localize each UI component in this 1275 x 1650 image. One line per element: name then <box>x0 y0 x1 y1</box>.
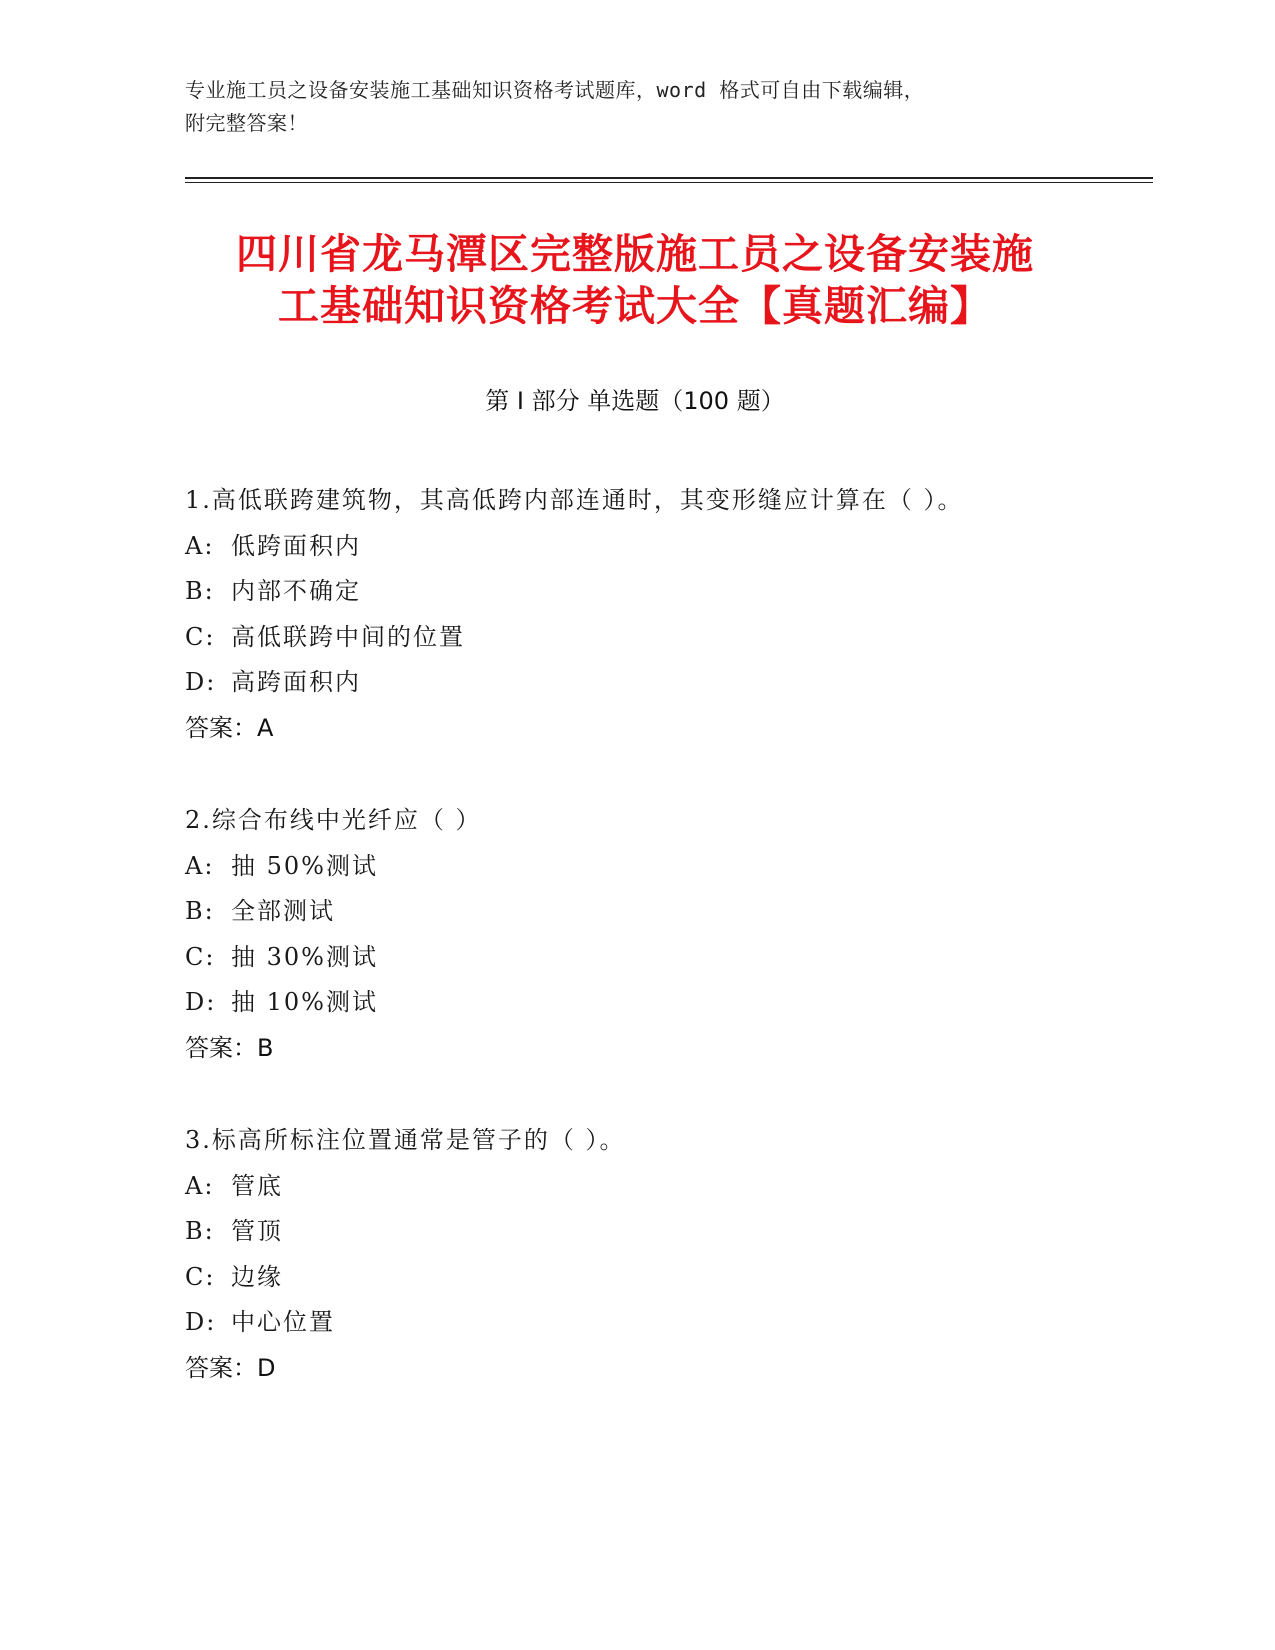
option-b <box>185 1209 1085 1255</box>
option-text: 低跨面积内 <box>231 531 361 560</box>
option-key: A: <box>185 851 215 880</box>
answer-line: 答案：B <box>185 1033 274 1062</box>
option-text: 内部不确定 <box>231 577 361 605</box>
option-a <box>185 844 1085 890</box>
header-note-line-1: 专业施工员之设备安装施工基础知识资格考试题库，word 格式可自由下载编辑， <box>185 78 925 102</box>
header-note <box>185 74 1085 140</box>
answer-line: 答案：D <box>185 1353 276 1382</box>
option-text: 抽 50%测试 <box>231 851 378 880</box>
option-text: 抽 10%测试 <box>231 988 378 1016</box>
option-text: 中心位置 <box>231 1308 335 1336</box>
header-rule-thick <box>185 177 1153 179</box>
option-b <box>185 889 1085 935</box>
option-a <box>185 1164 1085 1210</box>
document-title-line-1: 四川省龙马潭区完整版施工员之设备安装施 <box>236 230 1034 278</box>
document-title-line-2: 工基础知识资格考试大全【真题汇编】 <box>278 282 992 330</box>
question-block <box>185 798 1085 1071</box>
option-b <box>185 569 1085 615</box>
option-a <box>185 524 1085 570</box>
question-block <box>185 1118 1085 1391</box>
option-text: 高低联跨中间的位置 <box>231 622 465 651</box>
option-text: 全部测试 <box>231 897 335 925</box>
header-rule-thin <box>185 182 1153 183</box>
question-block <box>185 478 1085 751</box>
option-key: B: <box>185 897 215 925</box>
document-title <box>185 228 1085 332</box>
question-stem: 3.标高所标注位置通常是管子的（ ）。 <box>185 1126 626 1154</box>
option-key: C: <box>185 1262 216 1291</box>
option-c <box>185 935 1085 981</box>
option-key: D: <box>185 668 217 696</box>
option-text: 抽 30%测试 <box>231 942 378 971</box>
option-c <box>185 1255 1085 1301</box>
option-key: A: <box>185 531 215 560</box>
option-text: 高跨面积内 <box>231 668 361 696</box>
option-key: B: <box>185 1217 215 1245</box>
header-note-line-2: 附完整答案！ <box>185 111 308 135</box>
option-key: B: <box>185 577 215 605</box>
question-stem: 1.高低联跨建筑物，其高低跨内部连通时，其变形缝应计算在（ ）。 <box>185 486 964 514</box>
option-d <box>185 1300 1085 1346</box>
option-text: 边缘 <box>231 1262 283 1291</box>
option-key: D: <box>185 1308 217 1336</box>
option-key: C: <box>185 942 216 971</box>
answer-line: 答案：A <box>185 713 274 742</box>
option-text: 管底 <box>231 1171 283 1200</box>
question-stem: 2.综合布线中光纤应（ ） <box>185 806 482 834</box>
option-text: 管顶 <box>231 1217 283 1245</box>
section-title: 第 I 部分 单选题（100 题） <box>485 387 785 415</box>
option-d <box>185 980 1085 1026</box>
option-c <box>185 615 1085 661</box>
option-key: A: <box>185 1171 215 1200</box>
option-d <box>185 660 1085 706</box>
option-key: C: <box>185 622 216 651</box>
option-key: D: <box>185 988 217 1016</box>
